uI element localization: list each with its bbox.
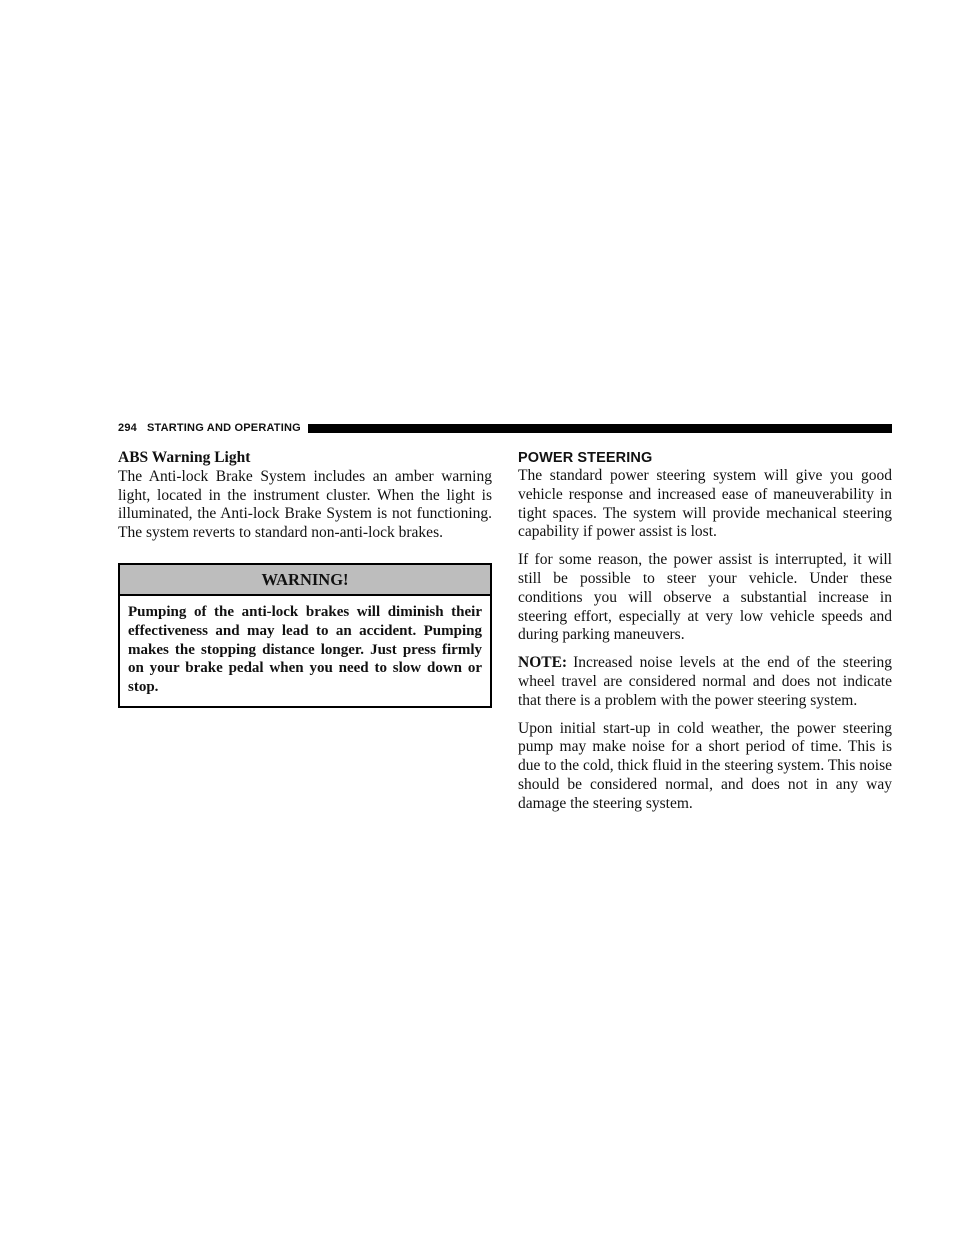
abs-paragraph: The Anti-lock Brake System includes an amber warning light, located in the instrument cluster. When the light is illuminated, the Anti-lock Brake System is not functioning. The system reverts to standard non-anti-lock brakes. <box>118 467 492 542</box>
note-paragraph <box>518 654 892 710</box>
warning-title: WARNING! <box>120 565 490 596</box>
section-title: STARTING AND OPERATING <box>146 422 301 434</box>
header-rule <box>308 424 892 433</box>
warning-body: Pumping of the anti-lock brakes will diminish their effectiveness and may lead to an accident. Pumping makes the stopping distance longer. Just press firmly on your brake pedal when you need to slow down or stop. <box>128 603 482 696</box>
note-label: NOTE: <box>518 654 568 672</box>
page-number: 294 <box>118 422 137 434</box>
page-header <box>118 421 892 435</box>
power-steering-paragraph-1: The standard power steering system will give you good vehicle response and increased ease of maneuverability in tight spaces. The system will provide mechanical steering capability if power assist is lost. <box>518 467 892 541</box>
warning-box <box>118 563 492 708</box>
power-steering-paragraph-3: Upon initial start-up in cold weather, the power steering pump may make noise for a short period of time. This is due to the cold, thick fluid in the steering system. This noise should be considered normal, and does not in any way damage the steering system. <box>518 719 892 812</box>
right-column <box>518 449 892 823</box>
note-text: Increased noise levels at the end of the steering wheel travel are considered normal and does not indicate that there is a problem with the power steering system. <box>518 654 892 709</box>
power-steering-heading: POWER STEERING <box>518 450 653 466</box>
left-column <box>118 449 492 708</box>
power-steering-paragraph-2: If for some reason, the power assist is interrupted, it will still be possible to steer your vehicle. Under these conditions you will observe a substantial increase in steering effort, especially at very low vehicle speeds and during parking maneuvers. <box>518 551 892 644</box>
abs-warning-light-heading: ABS Warning Light <box>118 449 251 466</box>
